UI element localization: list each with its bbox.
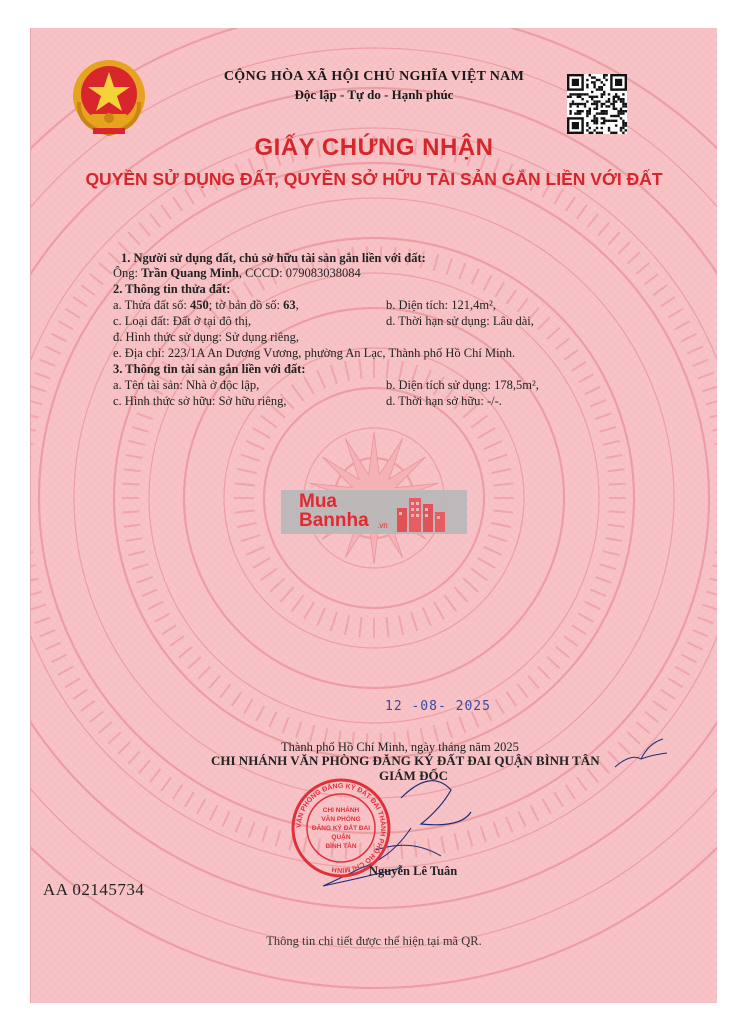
qr-cell: [622, 127, 624, 129]
qr-cell: [603, 120, 605, 122]
registration-date-stamp: 12 -08- 2025: [385, 699, 491, 714]
drum-tick: [609, 511, 626, 512]
qr-cell: [620, 112, 622, 114]
qr-cell: [601, 117, 603, 119]
map-number: 63: [283, 298, 296, 312]
usage-form: đ. Hình thức sử dụng: Sử dụng riêng,: [113, 330, 299, 344]
qr-cell: [617, 115, 619, 117]
land-type: c. Loại đất: Đất ở tại đô thị,: [113, 314, 252, 328]
qr-cell: [593, 129, 595, 131]
section1-heading: 1. Người sử dụng đất, chủ sở hữu tài sản gắn liền với đất:: [121, 251, 426, 265]
qr-cell: [601, 127, 603, 129]
qr-cell: [593, 108, 595, 110]
qr-cell: [622, 110, 624, 112]
qr-cell: [610, 115, 612, 117]
qr-cell: [579, 103, 581, 105]
asset-name: a. Tên tài sản: Nhà ở độc lập,: [113, 378, 260, 392]
qr-cell: [596, 105, 598, 107]
qr-cell: [625, 105, 627, 107]
qr-cell: [615, 120, 617, 122]
qr-cell: [589, 110, 591, 112]
qr-cell: [586, 115, 588, 117]
qr-cell: [586, 110, 588, 112]
qr-finder: [572, 122, 579, 129]
qr-cell: [620, 129, 622, 131]
qr-cell: [596, 127, 598, 129]
qr-cell: [593, 117, 595, 119]
seal-center-line-3: ĐĂNG KÝ ĐẤT ĐAI: [311, 825, 371, 832]
qr-cell: [579, 110, 581, 112]
qr-cell: [577, 110, 579, 112]
qr-cell: [613, 105, 615, 107]
qr-cell: [625, 103, 627, 105]
qr-cell: [622, 122, 624, 124]
drum-tick: [122, 511, 139, 512]
republic-heading: CỘNG HÒA XÃ HỘI CHỦ NGHĨA VIỆT NAM: [223, 69, 525, 84]
qr-cell: [572, 103, 574, 105]
qr-cell: [622, 105, 624, 107]
qr-cell: [577, 112, 579, 114]
qr-cell: [603, 103, 605, 105]
drum-tick: [609, 484, 626, 485]
qr-cell: [615, 124, 617, 126]
qr-cell: [601, 105, 603, 107]
qr-cell: [601, 110, 603, 112]
qr-cell: [605, 120, 607, 122]
parcel-number: 450: [190, 298, 209, 312]
watermark-suffix: .vn: [377, 521, 388, 530]
qr-cell: [613, 120, 615, 122]
qr-cell: [601, 103, 603, 105]
qr-cell: [625, 124, 627, 126]
qr-cell: [608, 127, 610, 129]
qr-cell: [581, 110, 583, 112]
section2-heading: 2. Thông tin thửa đất:: [113, 282, 231, 296]
parcel-area: b. Diện tích: 121,4m²,: [386, 298, 496, 312]
qr-cell: [593, 115, 595, 117]
owner-prefix: Ông:: [113, 266, 142, 280]
qr-cell: [625, 122, 627, 124]
owner-id: , CCCD: 079083038084: [238, 266, 361, 280]
qr-cell: [610, 103, 612, 105]
watermark-line2: Bannha: [299, 510, 369, 531]
signer-name: Nguyễn Lê Tuân: [369, 864, 458, 878]
qr-cell: [596, 122, 598, 124]
qr-cell: [625, 110, 627, 112]
qr-cell: [605, 112, 607, 114]
qr-cell: [622, 120, 624, 122]
qr-cell: [605, 105, 607, 107]
qr-cell: [596, 117, 598, 119]
initials-scribble: [611, 733, 671, 773]
qr-cell: [620, 117, 622, 119]
qr-cell: [569, 110, 571, 112]
qr-cell: [593, 122, 595, 124]
qr-cell: [569, 105, 571, 107]
qr-cell: [615, 108, 617, 110]
ownership-form: c. Hình thức sở hữu: Sở hữu riêng,: [113, 394, 287, 408]
national-motto: Độc lập - Tự do - Hạnh phúc: [294, 87, 454, 102]
seal-center-line-5: BÌNH TÂN: [325, 843, 357, 850]
qr-cell: [596, 112, 598, 114]
qr-cell: [620, 110, 622, 112]
qr-cell: [586, 112, 588, 114]
qr-cell: [593, 103, 595, 105]
qr-cell: [601, 122, 603, 124]
qr-cell: [608, 120, 610, 122]
signing-place-date: Thành phố Hồ Chí Minh, ngày tháng năm 2025: [281, 740, 519, 754]
qr-cell: [608, 129, 610, 131]
qr-cell: [596, 103, 598, 105]
seal-ring-text: VĂN PHÒNG ĐĂNG KÝ ĐẤT ĐAI THÀNH PHỐ HỒ CHÍ MINH: [295, 782, 387, 874]
qr-cell: [591, 120, 593, 122]
parcel-line: [113, 298, 299, 312]
qr-cell: [613, 103, 615, 105]
qr-cell: [589, 108, 591, 110]
drum-tick: [122, 484, 139, 485]
qr-cell: [622, 103, 624, 105]
qr-cell: [574, 103, 576, 105]
qr-cell: [569, 112, 571, 114]
qr-cell: [608, 105, 610, 107]
qr-cell: [601, 112, 603, 114]
section3-heading: 3. Thông tin tài sản gắn liền với đất:: [113, 362, 306, 376]
qr-cell: [620, 108, 622, 110]
qr-cell: [574, 112, 576, 114]
seal-center-line-4: QUẬN: [331, 834, 351, 841]
qr-cell: [569, 103, 571, 105]
qr-cell: [617, 110, 619, 112]
qr-cell: [589, 112, 591, 114]
certificate-serial-number: AA 02145734: [43, 880, 145, 899]
qr-cell: [584, 103, 586, 105]
qr-cell: [586, 124, 588, 126]
parcel-address: e. Địa chỉ: 223/1A An Dương Vương, phường An Lạc, Thành phố Hồ Chí Minh.: [113, 346, 516, 360]
qr-footer-note: Thông tin chi tiết được thể hiện tại mã QR.: [266, 934, 482, 948]
qr-cell: [615, 115, 617, 117]
qr-cell: [598, 112, 600, 114]
buildings-icon: [395, 494, 447, 532]
qr-cell: [577, 105, 579, 107]
qr-cell: [603, 122, 605, 124]
ownership-term: d. Thời hạn sở hữu: -/-.: [386, 394, 502, 408]
usage-term: d. Thời hạn sử dụng: Lâu dài,: [386, 314, 534, 328]
qr-cell: [622, 124, 624, 126]
qr-cell: [603, 117, 605, 119]
certificate-document: [30, 28, 717, 1003]
owner-name: Trần Quang Minh: [141, 266, 239, 280]
floor-area: b. Diện tích sử dụng: 178,5m²,: [386, 378, 539, 392]
qr-cell: [579, 112, 581, 114]
qr-cell: [603, 112, 605, 114]
qr-cell: [603, 110, 605, 112]
parcel-prefix: a. Thửa đất số:: [113, 298, 191, 312]
qr-cell: [622, 112, 624, 114]
signer-position: GIÁM ĐỐC: [379, 768, 448, 783]
qr-cell: [586, 122, 588, 124]
qr-cell: [617, 112, 619, 114]
qr-cell: [596, 120, 598, 122]
muabannha-watermark: [281, 490, 467, 534]
map-suffix: ,: [295, 298, 299, 312]
certificate-title: GIẤY CHỨNG NHẬN: [254, 134, 494, 161]
qr-cell: [610, 120, 612, 122]
qr-cell: [584, 105, 586, 107]
qr-cell: [591, 103, 593, 105]
owner-line: [113, 266, 361, 280]
qr-cell: [577, 103, 579, 105]
qr-cell: [620, 127, 622, 129]
qr-cell: [625, 129, 627, 131]
certificate-subtitle: QUYỀN SỬ DỤNG ĐẤT, QUYỀN SỞ HỮU TÀI SẢN GẮN LIỀN VỚI ĐẤT: [85, 169, 663, 189]
qr-cell: [605, 110, 607, 112]
watermark-line1: Mua: [299, 491, 337, 512]
qr-cell: [581, 103, 583, 105]
map-prefix: ; tờ bản đồ số:: [208, 298, 284, 312]
qr-cell: [613, 115, 615, 117]
qr-cell: [586, 129, 588, 131]
qr-cell: [613, 108, 615, 110]
seal-center-line-2: VĂN PHÒNG: [321, 816, 361, 823]
qr-cell: [596, 108, 598, 110]
qr-cell: [589, 127, 591, 129]
issuing-office: CHI NHÁNH VĂN PHÒNG ĐĂNG KÝ ĐẤT ĐAI QUẬN BÌNH TÂN: [211, 753, 600, 768]
seal-center-line-1: CHI NHÁNH: [322, 807, 360, 814]
qr-cell: [593, 120, 595, 122]
